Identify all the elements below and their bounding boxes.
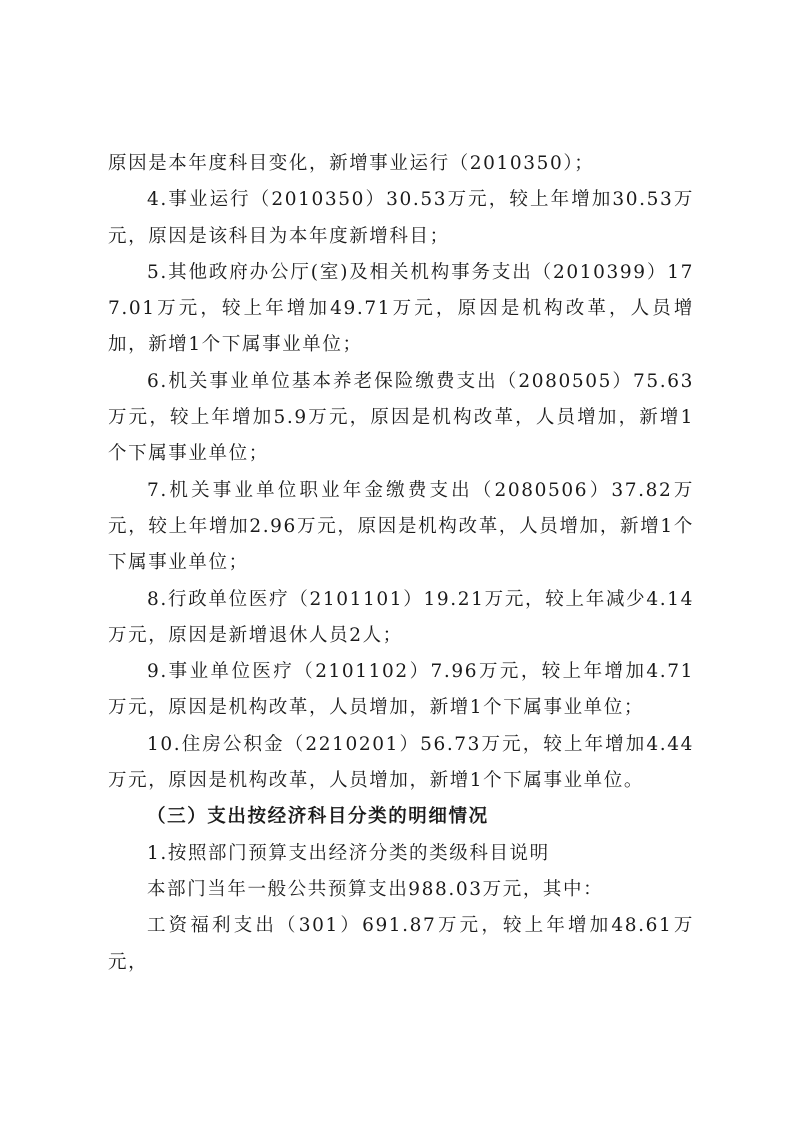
paragraph-6: 8.行政单位医疗（2101101）19.21万元，较上年减少4.14万元，原因是新增退休人员2人； [108,588,694,646]
paragraph-7: 9.事业单位医疗（2101102）7.96万元，较上年增加4.71万元，原因是机构改革，人员增加，新增1个下属事业单位； [108,661,694,719]
paragraph-8: 10.住房公积金（2210201）56.73万元，较上年增加4.44万元，原因是机构改革，人员增加，新增1个下属事业单位。 [108,733,694,792]
document-body [108,146,694,981]
paragraph-1: 原因是本年度科目变化，新增事业运行（2010350）； [108,153,595,174]
paragraph-3: 5.其他政府办公厅(室)及相关机构事务支出（2010399）177.01万元，较上年增加49.71万元，原因是机构改革，人员增加，新增1个下属事业单位； [108,261,694,356]
paragraph-2: 4.事业运行（2010350）30.53万元，较上年增加30.53万元，原因是该科目为本年度新增科目； [108,189,694,247]
subsection-heading: 1.按照部门预算支出经济分类的类级科目说明 [147,842,550,864]
section-heading: （三）支出按经济科目分类的明细情况 [147,806,489,828]
paragraph-5: 7.机关事业单位职业年金缴费支出（2080506）37.82万元，较上年增加2.96万元，原因是机构改革，人员增加，新增1个下属事业单位； [108,479,694,574]
paragraph-11: 本部门当年一般公共预算支出988.03万元，其中： [147,878,604,900]
paragraph-12: 工资福利支出（301）691.87万元，较上年增加48.61万元， [108,915,694,973]
paragraph-4: 6.机关事业单位基本养老保险缴费支出（2080505）75.63万元，较上年增加5.9万元，原因是机构改革，人员增加，新增1个下属事业单位； [108,370,694,465]
